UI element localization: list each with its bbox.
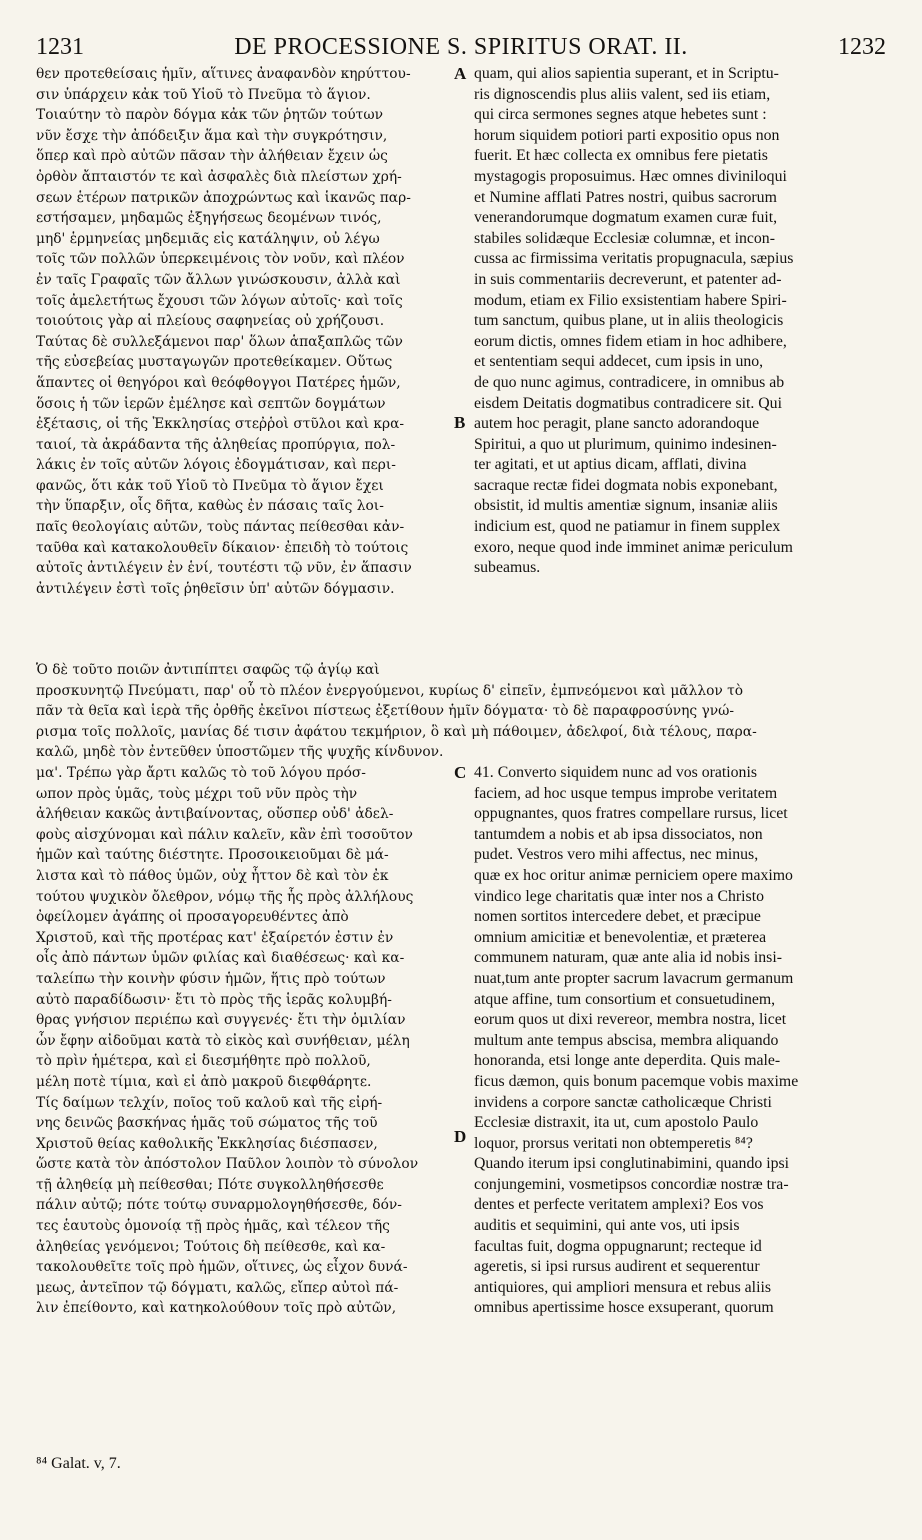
greek-text-line: Τίς δαίμων τελχίν, ποῖος τοῦ καλοῦ καὶ τῆς εἰρή-	[36, 1094, 383, 1111]
greek-text-line: τοῖς ἀμελετήτως ἔχουσι τῶν λόγων αὐτοῖς· καὶ τοῖς	[36, 292, 403, 309]
greek-text-line: φοὺς αἰσχύνομαι καὶ πάλιν καλεῖν, κἂν ἐπὶ τοσοῦτον	[36, 826, 413, 843]
greek-text-line: σεων ἑτέρων πατρικῶν ἀποχρώντως καὶ ἱκανῶς παρ-	[36, 189, 411, 206]
greek-column-top	[36, 64, 450, 599]
latin-text-line: invidens a corpore sanctæ catholicæque Christi	[474, 1093, 772, 1111]
greek-text-line: αὐτοῖς ἀντιλέγειν ἐν ἑνί, τουτέστι τῷ νῦν, ἐν ἅπασιν	[36, 560, 412, 577]
latin-text-line: atque affine, tum consortium et consuetudinem,	[474, 990, 776, 1008]
latin-text-line: qui circa sermones segnes atque hebetes sunt :	[474, 106, 767, 124]
latin-text-line: cussa ac firmissima veritatis propugnacula, sæpius	[474, 250, 794, 268]
latin-text-line: indicium est, quod ne patiamur in finem supplex	[474, 518, 781, 536]
greek-text-line: ταιοί, τὰ ἀκράδαντα τῆς ἀληθείας προπύργια, πολ-	[36, 436, 396, 453]
greek-text-line: τὴν ὕπαρξιν, οἷς δῆτα, καθὼς ἐν πάσαις ταῖς λοι-	[36, 498, 384, 515]
latin-text-line: nuat,tum ante propter sacrum lavacrum germanum	[474, 969, 794, 987]
greek-text-line: νῦν ἔσχε τὴν ἀπόδειξιν ἅμα καὶ τὴν συγκρότησιν,	[36, 127, 388, 144]
latin-text-line: et sententiam sequi addecet, cum ipsis in uno,	[474, 353, 764, 371]
greek-text-line: καλῶ, μηδὲ τὸν ἐντεῦθεν ὑποστῶμεν τῆς ψυχῆς κίνδυνον.	[36, 744, 444, 761]
greek-text-line: ρισμα τοῖς πολλοῖς, μανίας δέ τισιν ἀφάτου τεκμήριον, ὃ καὶ μὴ πάθοιμεν, ἀδελφοί, διὰ τέλους, παρα-	[36, 723, 757, 740]
latin-text-line: ficus dæmon, quis bonum pacemque vobis maxime	[474, 1072, 799, 1090]
latin-text-line: autem hoc peragit, plane sancto adorandoque	[474, 415, 760, 433]
page-number-right: 1232	[838, 34, 886, 60]
footnote: ⁸⁴ Galat. v, 7.	[36, 1455, 121, 1472]
greek-text-line: ἀντιλέγειν ἐστὶ τοῖς ῥηθεῖσιν ὑπ' αὐτῶν δόγμασιν.	[36, 580, 395, 597]
greek-text-line: τοῖς τῶν πολλῶν ὑπερκειμένοις τὸν νοῦν, καὶ πλέον	[36, 251, 405, 268]
section-marker-d: D	[454, 1127, 467, 1146]
greek-text-line: ταῦθα καὶ κατακολουθεῖν δίκαιον· ἐπειδὴ τὸ τούτοις	[36, 539, 409, 556]
running-title: DE PROCESSIONE S. SPIRITUS ORAT. II.	[234, 34, 688, 60]
latin-text-line: tum sanctum, quibus plane, ut in aliis theologicis	[474, 312, 784, 330]
greek-text-line: λιν ἐπείθοντο, καὶ κατηκολούθουν τοῖς πρὸ αὐτῶν,	[36, 1300, 397, 1317]
greek-text-line: ὀρθὸν ἄπταιστόν τε καὶ ἀσφαλὲς διὰ πλείστων χρή-	[36, 168, 402, 185]
greek-text-line: μέλη ποτὲ τίμια, καὶ εἰ ἀπὸ μακροῦ διεφθάρητε.	[36, 1073, 372, 1090]
greek-text-line: Ὁ δὲ τοῦτο ποιῶν ἀντιπίπτει σαφῶς τῷ ἁγίῳ καὶ	[36, 662, 380, 678]
greek-text-line: θρας γνήσιον περιέπω καὶ συγγενές· ἔτι τὴν ὁμιλίαν	[36, 1012, 406, 1029]
greek-text-line: ωπον πρὸς ὑμᾶς, τοὺς μέχρι τοῦ νῦν πρὸς τὴν	[36, 785, 358, 802]
latin-text-line: ter agitati, et ut aptius dicam, afflati, divina	[474, 456, 747, 474]
latin-text-line: antiquiores, qui ampliori mensura et rebus aliis	[474, 1278, 772, 1296]
latin-column-bottom	[474, 763, 890, 1319]
latin-text-line: de quo nunc agimus, contradicere, in omnibus ab	[474, 373, 785, 391]
greek-text-line: αὐτὸ παραδίδωσιν· ἔτι τὸ πρὸς τῆς ἱερᾶς κολυμβή-	[36, 991, 392, 1008]
latin-text-line: nomen sortitos intercedere debet, et præcipue	[474, 908, 761, 926]
greek-text-line: μηδ' ἑρμηνείας μηδεμιᾶς εἰς κατάληψιν, οὐ λέγω	[36, 230, 380, 247]
greek-text-line: λάκις ἐν τοῖς αὐτῶν λόγοις ἐδογμάτισαν, καὶ περι-	[36, 457, 396, 474]
greek-text-line: ὅσοις ἡ τῶν ἱερῶν ἐμέλησε καὶ σεπτῶν δογμάτων	[36, 395, 386, 412]
greek-text-line: τακολουθεῖτε τοῖς πρὸ ἡμῶν, οἵτινες, ὡς εἶχον δυνά-	[36, 1259, 408, 1276]
section-marker-b: B	[454, 413, 466, 432]
greek-text-line: παῖς θεολογίαις αὐτῶν, τοὺς πάντας πείθεσθαι κἀν-	[36, 519, 405, 536]
latin-text-line: exoro, neque quod inde imminet animæ periculum	[474, 538, 793, 556]
section-marker-c: C	[454, 763, 467, 782]
greek-text-line: σιν ὑπάρχειν κἀκ τοῦ Υἱοῦ τὸ Πνεῦμα τὸ ἅγιον.	[36, 86, 371, 103]
latin-text-line: omnium amicitiæ et benevolentiæ, et præterea	[474, 928, 767, 946]
greek-text-line: λιστα καὶ τὸ πάθος ὑμῶν, οὐχ ἧττον δὲ καὶ τὸν ἐκ	[36, 867, 389, 884]
latin-text-line: eisdem Deitatis dogmatibus contradicere sit. Qui	[474, 394, 782, 412]
greek-text-line: Ταύτας δὲ συλλεξάμενοι παρ' ὅλων ἁπαξαπλῶς τῶν	[36, 333, 403, 350]
greek-text-line: προσκυνητῷ Πνεύματι, παρ' οὗ τὸ πλέον ἐνεργούμενοι, κυρίως δ' εἰπεῖν, ἐμπνεόμενοι καὶ μᾶλλον τὸ	[36, 682, 744, 699]
greek-text-line: νης δεινῶς βασκήνας ἡμᾶς τοῦ σώματος τῆς τοῦ	[36, 1115, 378, 1132]
greek-text-line: εστήσαμεν, μηδαμῶς ἐξηγήσεως δεομένων τινός,	[36, 210, 382, 227]
latin-text-line: stabiles solidæque Ecclesiæ columnæ, et incon-	[474, 229, 775, 247]
full-width-paragraph	[36, 660, 890, 763]
latin-text-line: obsistit, id multis amentiæ signum, insaniæ aliis	[474, 497, 778, 515]
latin-text-line: quæ ex hoc oritur animæ perniciem opere maximo	[474, 866, 793, 884]
latin-text-line: oppugnantes, quos fratres compellare rursus, licet	[474, 805, 788, 823]
latin-text-line: et Numine afflati Patres nostri, quibus sacrorum	[474, 188, 777, 206]
latin-text-line: sacraque rectæ fidei dogmata nobis exponebant,	[474, 476, 778, 494]
greek-text-line: οἷς ἀπὸ πάντων ὑμῶν φιλίας καὶ διαθέσεως· καὶ κα-	[36, 950, 405, 967]
latin-text-line: facultas fuit, dogma oppugnarunt; recteque id	[474, 1237, 762, 1255]
latin-text-line: subeamus.	[474, 559, 541, 577]
greek-text-line: Χριστοῦ θείας καθολικῆς Ἐκκλησίας διέσπασεν,	[36, 1135, 378, 1152]
latin-text-line: fuerit. Et hæc collecta ex omnibus fere pietatis	[474, 147, 768, 165]
greek-text-line: τούτου ψυχικὸν ὄλεθρον, νόμῳ τῆς ἧς πρὸς ἀλλήλους	[36, 888, 414, 905]
latin-column-top	[474, 64, 890, 579]
latin-text-line: 41. Converto siquidem nunc ad vos orationis	[474, 764, 757, 781]
greek-column-bottom	[36, 763, 450, 1319]
latin-text-line: horum siquidem potiori parti expositio opus non	[474, 126, 780, 144]
latin-text-line: Quando iterum ipsi conglutinabimini, quando ipsi	[474, 1155, 790, 1173]
greek-text-line: πᾶν τὰ θεῖα καὶ ἱερὰ τῆς ὀρθῆς ἐκεῖνοι πίστεως ἐξετίθουν ἡμῖν δόγματα· τὸ δὲ παραφροσύνης γνώ-	[36, 703, 735, 720]
latin-text-line: eorum dictis, omnes fidem etiam in hoc adhibere,	[474, 332, 787, 350]
latin-text-line: vindico lege charitatis quæ inter nos a Christo	[474, 887, 764, 905]
page-number-left: 1231	[36, 34, 84, 60]
latin-text-line: quam, qui alios sapientia superant, et in Scriptu-	[474, 65, 779, 82]
latin-text-line: dentes et perfecte veritatem amplexi? Eos vos	[474, 1196, 764, 1214]
latin-text-line: conjungemini, vosmetipsos concordiæ nostræ tra-	[474, 1175, 789, 1193]
latin-text-line: ageretis, si ipsi rursus audirent et sequerentur	[474, 1258, 760, 1276]
greek-text-line: ταλείπω τὴν κοινὴν φύσιν ἡμῶν, ἥτις πρὸ τούτων	[36, 970, 386, 987]
greek-text-line: τῇ ἀληθείᾳ μὴ πείθεσθαι; Πότε συγκολληθήσεσθε	[36, 1176, 384, 1193]
greek-text-line: τες ἑαυτοὺς ὁμονοίᾳ τῇ πρὸς ἡμᾶς, καὶ τέλεον τῆς	[36, 1218, 390, 1235]
greek-text-line: ἀληθείας γενόμενοι; Τούτοις δὴ πείθεσθε, καὶ κα-	[36, 1238, 386, 1255]
greek-text-line: πάλιν αὐτῷ; πότε τούτῳ συναρμολογηθήσεσθε, δόν-	[36, 1197, 402, 1214]
latin-text-line: modum, etiam ex Filio exsistentiam habere Spiri-	[474, 291, 787, 309]
greek-text-line: ἐξέτασις, οἱ τῆς Ἐκκλησίας στεῤῥοὶ στῦλοι καὶ κρα-	[36, 416, 405, 433]
latin-text-line: omnibus apertissime hosce exsuperant, quorum	[474, 1299, 774, 1317]
greek-text-line: Τοιαύτην τὸ παρὸν δόγμα κἀκ τῶν ῥητῶν τούτων	[36, 107, 383, 124]
greek-text-line: τοιούτοις γὰρ αἱ πλείους σαφηνείας οὐ χρήζουσι.	[36, 313, 385, 330]
latin-text-line: Spiritui, a quo ut plurimum, quinimo indesinen-	[474, 435, 777, 453]
greek-text-line: μα'. Τρέπω γὰρ ἄρτι καλῶς τὸ τοῦ λόγου πρόσ-	[36, 765, 366, 781]
latin-text-line: eorum quos ut dixi revereor, membra nostra, licet	[474, 1011, 787, 1029]
greek-text-line: ὅπερ καὶ πρὸ αὐτῶν πᾶσαν τὴν ἀλήθειαν ἔχειν ὡς	[36, 148, 388, 165]
section-marker-a: A	[454, 64, 467, 83]
greek-text-line: θεν προτεθείσαις ἡμῖν, αἵτινες ἀναφανδὸν κηρύττου-	[36, 66, 411, 82]
greek-text-line: ἅπαντες οἱ θεηγόροι καὶ θεόφθογγοι Πατέρες ἡμῶν,	[36, 374, 401, 391]
latin-text-line: communem naturam, quæ ante alia id nobis insi-	[474, 949, 782, 967]
greek-text-line: τὸ πρὶν ἡμέτερα, καὶ εἰ διεσμήθητε πρὸ πολλοῦ,	[36, 1053, 371, 1070]
greek-text-line: Χριστοῦ, καὶ τῆς προτέρας κατ' ἐξαίρετόν ἐστιν ἐν	[36, 929, 394, 946]
greek-text-line: μεως, ἀντεῖπον τῷ δόγματι, καλῶς, εἴπερ αὐτοὶ πά-	[36, 1279, 399, 1296]
greek-text-line: ἐν ταῖς Γραφαῖς τῶν ἄλλων γινώσκουσιν, ἀλλὰ καὶ	[36, 271, 401, 288]
greek-text-line: ὧν ἔφην αἰδοῦμαι κατὰ τὸ εἰκὸς καὶ συνήθειαν, μέλη	[36, 1032, 410, 1049]
latin-text-line: ris dignoscendis plus aliis valent, sed iis etiam,	[474, 85, 771, 103]
latin-text-line: loquor, prorsus veritati non obtemperetis ⁸⁴?	[474, 1134, 753, 1152]
greek-text-line: ἡμῶν καὶ ταύτης διέστητε. Προσοικειοῦμαι δὲ μά-	[36, 847, 389, 864]
latin-text-line: Ecclesiæ distraxit, ita ut, cum apostolo Paulo	[474, 1114, 759, 1132]
latin-text-line: faciem, ad hoc usque tempus improbe veritatem	[474, 784, 778, 802]
greek-text-line: τῆς εὐσεβείας μυσταγωγῶν προτεθείκαμεν. Οὕτως	[36, 354, 393, 371]
greek-text-line: ὀφείλομεν ἀγάπης οἱ προσαγορευθέντες ἀπὸ	[36, 909, 349, 926]
latin-text-line: venerandorumque dogmatum examen curæ fuit,	[474, 209, 778, 227]
greek-text-line: φανῶς, ὅτι κἀκ τοῦ Υἱοῦ τὸ Πνεῦμα τὸ ἅγιον ἔχει	[36, 477, 384, 494]
latin-text-line: tantumdem a nobis et ab ipsa dissociatos, non	[474, 825, 763, 843]
latin-text-line: pudet. Vestros vero mihi affectus, nec minus,	[474, 846, 759, 864]
greek-text-line: ἀλήθειαν κακῶς ἀντιβαίνοντας, οὕσπερ οὐδ' ἀδελ-	[36, 806, 394, 823]
greek-text-line: ὥστε κατὰ τὸν ἀπόστολον Παῦλον λοιπὸν τὸ σύνολον	[36, 1156, 419, 1173]
latin-text-line: auditis et sequimini, qui ante vos, uti ipsis	[474, 1217, 740, 1235]
latin-text-line: multum ante tempus abscisa, membra aliquando	[474, 1031, 779, 1049]
latin-text-line: honoranda, etsi longe ante deperdita. Quis male-	[474, 1052, 781, 1070]
latin-text-line: in suis commentariis decreverunt, et patenter ad-	[474, 270, 782, 288]
latin-text-line: mystagogis proposuimus. Hæc omnes diviniloqui	[474, 167, 787, 185]
